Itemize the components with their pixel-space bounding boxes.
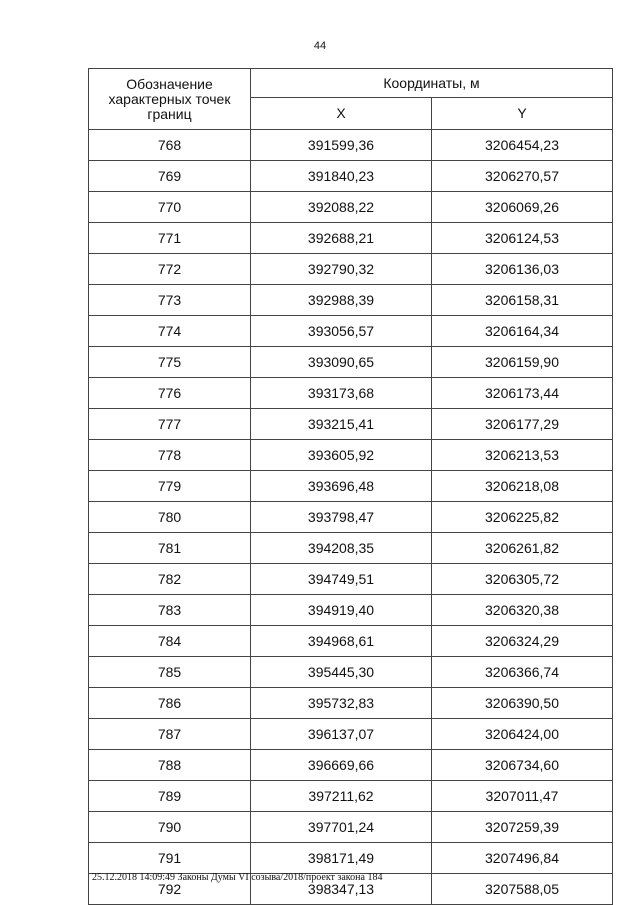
- x-coordinate-cell: 392688,21: [251, 223, 432, 254]
- x-coordinate-cell: 393056,57: [251, 316, 432, 347]
- header-x: X: [251, 98, 432, 130]
- x-coordinate-cell: 393696,48: [251, 471, 432, 502]
- point-number-cell: 782: [89, 564, 251, 595]
- x-coordinate-cell: 394749,51: [251, 564, 432, 595]
- point-number-cell: 784: [89, 626, 251, 657]
- y-coordinate-cell: 3206158,31: [432, 285, 613, 316]
- point-number-cell: 780: [89, 502, 251, 533]
- y-coordinate-cell: 3206213,53: [432, 440, 613, 471]
- coordinates-table: [88, 68, 613, 905]
- point-number-cell: 772: [89, 254, 251, 285]
- x-coordinate-cell: 397211,62: [251, 781, 432, 812]
- point-number-cell: 792: [89, 874, 251, 905]
- point-number-cell: 787: [89, 719, 251, 750]
- point-number-cell: 786: [89, 688, 251, 719]
- y-coordinate-cell: 3206734,60: [432, 750, 613, 781]
- table-row: [89, 781, 613, 812]
- point-number-cell: 783: [89, 595, 251, 626]
- y-coordinate-cell: 3206124,53: [432, 223, 613, 254]
- point-number-cell: 781: [89, 533, 251, 564]
- point-number-cell: 775: [89, 347, 251, 378]
- y-coordinate-cell: 3206270,57: [432, 161, 613, 192]
- y-coordinate-cell: 3206173,44: [432, 378, 613, 409]
- x-coordinate-cell: 394919,40: [251, 595, 432, 626]
- y-coordinate-cell: 3206164,34: [432, 316, 613, 347]
- y-coordinate-cell: 3206324,29: [432, 626, 613, 657]
- header-y: Y: [432, 98, 613, 130]
- table-row: [89, 626, 613, 657]
- x-coordinate-cell: 398171,49: [251, 843, 432, 874]
- table-row: [89, 750, 613, 781]
- table-row: [89, 378, 613, 409]
- x-coordinate-cell: 394968,61: [251, 626, 432, 657]
- table-row: [89, 564, 613, 595]
- x-coordinate-cell: 396137,07: [251, 719, 432, 750]
- point-number-cell: 779: [89, 471, 251, 502]
- header-coordinates: Координаты, м: [251, 69, 613, 98]
- y-coordinate-cell: 3206177,29: [432, 409, 613, 440]
- y-coordinate-cell: 3206390,50: [432, 688, 613, 719]
- point-number-cell: 768: [89, 130, 251, 161]
- point-number-cell: 771: [89, 223, 251, 254]
- point-number-cell: 777: [89, 409, 251, 440]
- point-number-cell: 791: [89, 843, 251, 874]
- table-row: [89, 440, 613, 471]
- x-coordinate-cell: 391599,36: [251, 130, 432, 161]
- point-number-cell: 776: [89, 378, 251, 409]
- y-coordinate-cell: 3206159,90: [432, 347, 613, 378]
- x-coordinate-cell: 393798,47: [251, 502, 432, 533]
- x-coordinate-cell: 394208,35: [251, 533, 432, 564]
- footer-stamp: 25.12.2018 14:09:49 Законы Думы VI созыва/2018/проект закона 184: [92, 872, 383, 883]
- y-coordinate-cell: 3206424,00: [432, 719, 613, 750]
- x-coordinate-cell: 393605,92: [251, 440, 432, 471]
- point-number-cell: 773: [89, 285, 251, 316]
- x-coordinate-cell: 393090,65: [251, 347, 432, 378]
- x-coordinate-cell: 397701,24: [251, 812, 432, 843]
- y-coordinate-cell: 3206305,72: [432, 564, 613, 595]
- y-coordinate-cell: 3206261,82: [432, 533, 613, 564]
- table-row: [89, 192, 613, 223]
- page-number: 44: [313, 40, 327, 52]
- table-row: [89, 161, 613, 192]
- x-coordinate-cell: 391840,23: [251, 161, 432, 192]
- x-coordinate-cell: 393215,41: [251, 409, 432, 440]
- table-row: [89, 254, 613, 285]
- y-coordinate-cell: 3206136,03: [432, 254, 613, 285]
- point-number-cell: 789: [89, 781, 251, 812]
- table-row: [89, 657, 613, 688]
- x-coordinate-cell: 392790,32: [251, 254, 432, 285]
- point-number-cell: 785: [89, 657, 251, 688]
- x-coordinate-cell: 398347,13: [251, 874, 432, 905]
- table-row: [89, 533, 613, 564]
- table-row: [89, 130, 613, 161]
- header-point-designation: Обозначение характерных точек границ: [89, 69, 251, 130]
- y-coordinate-cell: 3207011,47: [432, 781, 613, 812]
- table-row: [89, 347, 613, 378]
- table-row: [89, 471, 613, 502]
- y-coordinate-cell: 3206218,08: [432, 471, 613, 502]
- point-number-cell: 788: [89, 750, 251, 781]
- table-row: [89, 719, 613, 750]
- x-coordinate-cell: 395445,30: [251, 657, 432, 688]
- y-coordinate-cell: 3206069,26: [432, 192, 613, 223]
- y-coordinate-cell: 3206454,23: [432, 130, 613, 161]
- table-row: [89, 688, 613, 719]
- point-number-cell: 778: [89, 440, 251, 471]
- point-number-cell: 770: [89, 192, 251, 223]
- x-coordinate-cell: 393173,68: [251, 378, 432, 409]
- y-coordinate-cell: 3206320,38: [432, 595, 613, 626]
- table-row: [89, 502, 613, 533]
- table-row: [89, 409, 613, 440]
- y-coordinate-cell: 3207588,05: [432, 874, 613, 905]
- point-number-cell: 769: [89, 161, 251, 192]
- x-coordinate-cell: 395732,83: [251, 688, 432, 719]
- x-coordinate-cell: 392988,39: [251, 285, 432, 316]
- table-row: [89, 285, 613, 316]
- y-coordinate-cell: 3207259,39: [432, 812, 613, 843]
- table-row: [89, 812, 613, 843]
- y-coordinate-cell: 3206366,74: [432, 657, 613, 688]
- x-coordinate-cell: 392088,22: [251, 192, 432, 223]
- table-header: [89, 69, 613, 130]
- point-number-cell: 790: [89, 812, 251, 843]
- y-coordinate-cell: 3207496,84: [432, 843, 613, 874]
- table-body: [89, 130, 613, 905]
- table-row: [89, 843, 613, 874]
- table-row: [89, 316, 613, 347]
- table-row: [89, 223, 613, 254]
- y-coordinate-cell: 3206225,82: [432, 502, 613, 533]
- x-coordinate-cell: 396669,66: [251, 750, 432, 781]
- table-row: [89, 595, 613, 626]
- point-number-cell: 774: [89, 316, 251, 347]
